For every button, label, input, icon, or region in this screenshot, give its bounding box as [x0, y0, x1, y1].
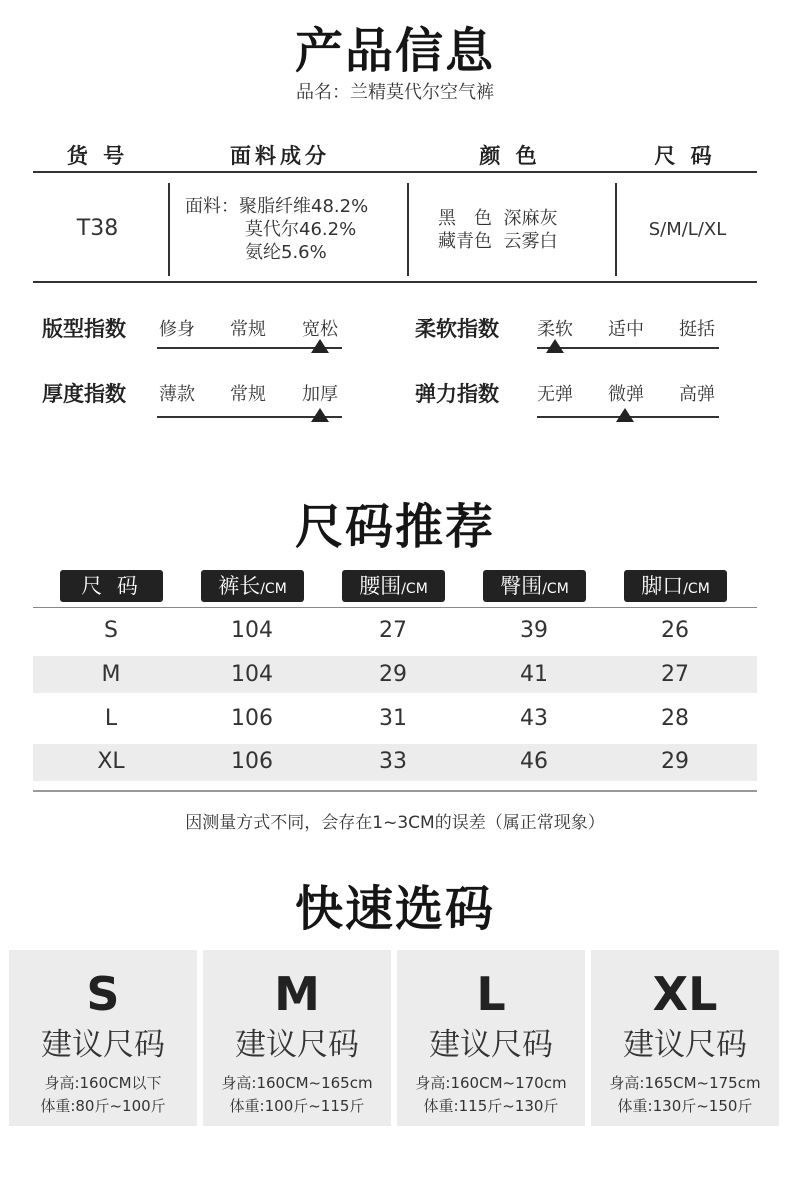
card-height: 身高:160CM~170cm: [415, 1074, 567, 1092]
card-recommend: 建议尺码: [235, 1027, 359, 1063]
header-unit: /CM: [260, 581, 287, 597]
card-size: M: [274, 967, 320, 1021]
fabric-line-2: 莫代尔46.2%: [245, 219, 357, 240]
size-cell: L: [104, 706, 118, 731]
color-line-1: 黑 色 深麻灰: [438, 208, 558, 229]
length-cell: 104: [231, 618, 273, 643]
header-unit: /CM: [542, 581, 569, 597]
hem-cell: 28: [661, 706, 689, 731]
size-list: S/M/L/XL: [648, 219, 727, 240]
index-option: 无弹: [537, 384, 573, 405]
index-option: 挺括: [679, 319, 715, 340]
header-item-no: 货 号: [66, 144, 129, 168]
card-size: S: [86, 967, 120, 1021]
waist-cell: 27: [379, 618, 407, 643]
size-cell: M: [101, 662, 121, 687]
product-name: 品名：兰精莫代尔空气裤: [296, 82, 494, 103]
index-option: 加厚: [302, 384, 338, 405]
length-cell: 106: [231, 749, 273, 774]
quick-select-title: 快速选码: [294, 881, 495, 937]
table-row: [0, 706, 790, 736]
header-unit: /CM: [401, 581, 428, 597]
header-unit: /CM: [683, 581, 710, 597]
card-size: XL: [652, 967, 718, 1021]
header-label: 臀围: [500, 574, 543, 598]
waist-cell: 33: [379, 749, 407, 774]
table-row: [0, 662, 790, 692]
index-option: 宽松: [302, 319, 338, 340]
fabric-line-1: 面料：聚脂纤维48.2%: [185, 196, 369, 217]
hip-cell: 46: [520, 749, 548, 774]
column-divider: [168, 183, 170, 276]
measurement-note: 因测量方式不同，会存在1~3CM的误差（属正常现象）: [185, 813, 605, 833]
size-cell: S: [104, 618, 118, 643]
size-header-pill: [60, 570, 163, 602]
card-weight: 体重:130斤~150斤: [617, 1097, 753, 1115]
hip-cell: 39: [520, 618, 548, 643]
size-card-m: [203, 950, 391, 1126]
index-option: 高弹: [679, 384, 715, 405]
hem-cell: 27: [661, 662, 689, 687]
table-top-rule: [33, 171, 757, 173]
card-height: 身高:160CM以下: [44, 1074, 162, 1092]
header-label: 腰围: [359, 574, 402, 598]
column-divider: [407, 183, 409, 276]
hem-header-pill: [624, 570, 727, 602]
card-weight: 体重:115斤~130斤: [423, 1097, 559, 1115]
color-line-2: 藏青色 云雾白: [438, 231, 558, 252]
table-bottom-rule: [33, 281, 757, 283]
header-label: 脚口: [641, 574, 684, 598]
size-chart-title: 尺码推荐: [294, 499, 495, 555]
header-color: 颜 色: [479, 144, 541, 168]
length-header-pill: [201, 570, 304, 602]
index-option: 常规: [230, 319, 266, 340]
size-cell: XL: [97, 749, 125, 774]
index-label: 厚度指数: [42, 382, 126, 406]
header-fabric: 面料成分: [230, 144, 330, 168]
index-marker-icon: [616, 408, 634, 422]
size-table-top-rule: [33, 607, 757, 608]
hip-cell: 43: [520, 706, 548, 731]
waist-header-pill: [342, 570, 445, 602]
card-recommend: 建议尺码: [41, 1027, 165, 1063]
header-size: 尺 码: [654, 144, 716, 168]
fabric-line-3: 氨纶5.6%: [245, 242, 327, 263]
column-divider: [615, 183, 617, 276]
length-cell: 106: [231, 706, 273, 731]
waist-cell: 29: [379, 662, 407, 687]
index-marker-icon: [311, 408, 329, 422]
index-option: 修身: [159, 319, 195, 340]
length-cell: 104: [231, 662, 273, 687]
header-label: 裤长: [218, 574, 261, 598]
card-recommend: 建议尺码: [429, 1027, 553, 1063]
size-table-bottom-rule: [33, 790, 757, 792]
product-info-title: 产品信息: [294, 23, 495, 79]
size-card-s: [9, 950, 197, 1126]
size-card-l: [397, 950, 585, 1126]
index-marker-icon: [546, 339, 564, 353]
hip-header-pill: [483, 570, 586, 602]
card-weight: 体重:80斤~100斤: [40, 1097, 166, 1115]
index-scale: [537, 347, 719, 349]
index-option: 柔软: [537, 319, 573, 340]
index-option: 常规: [230, 384, 266, 405]
hip-cell: 41: [520, 662, 548, 687]
index-option: 薄款: [159, 384, 195, 405]
hem-cell: 26: [661, 618, 689, 643]
waist-cell: 31: [379, 706, 407, 731]
index-label: 弹力指数: [415, 382, 499, 406]
index-label: 版型指数: [42, 317, 126, 341]
hem-cell: 29: [661, 749, 689, 774]
card-height: 身高:165CM~175cm: [609, 1074, 761, 1092]
index-option: 适中: [608, 319, 644, 340]
card-size: L: [476, 967, 506, 1021]
size-card-xl: [591, 950, 779, 1126]
index-marker-icon: [311, 339, 329, 353]
index-label: 柔软指数: [415, 317, 499, 341]
size-header-label: 尺 码: [81, 574, 142, 598]
item-number: T38: [76, 216, 119, 241]
card-weight: 体重:100斤~115斤: [229, 1097, 365, 1115]
card-recommend: 建议尺码: [623, 1027, 747, 1063]
index-option: 微弹: [608, 384, 644, 405]
table-row: [0, 749, 790, 779]
table-row: [0, 618, 790, 648]
card-height: 身高:160CM~165cm: [221, 1074, 373, 1092]
